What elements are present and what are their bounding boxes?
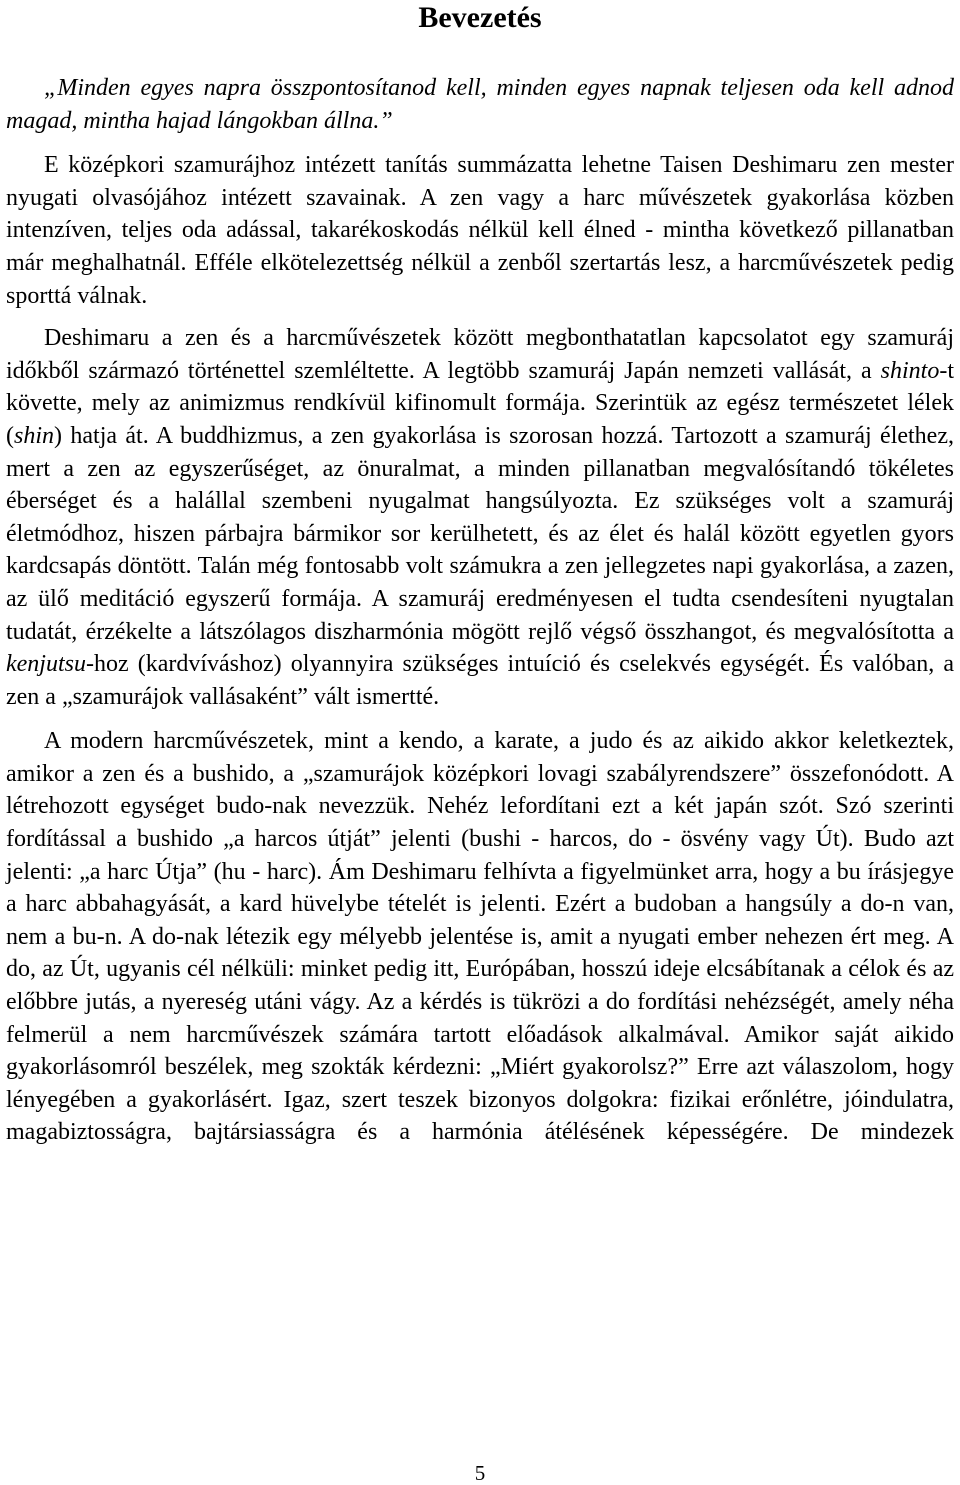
page-number: 5 (474, 1461, 486, 1485)
paragraph-2-text-2: -t követte, mely az animizmus rendkívül kifinomult formája. Szerintük az egész természetet lélek ( (6, 357, 954, 449)
paragraph-2-text-4: -hoz (kardvíváshoz) olyannyira szükséges intuíció és cselekvés egységét. És valóban, a zen a „szamurájok vallásaként” vált ismertté. (6, 651, 954, 710)
paragraph-1: E középkori szamurájhoz intézett tanítás summázatta lehetne Taisen Deshimaru zen mester nyugati olvasójához intézett szavainak. A zen vagy a harc művészetek gyakorlása közben intenzíven, teljes oda adással, takarékoskodás nélkül kell élned - mintha következő pillanatban már meghalhatnál. Efféle elkötelezettség nélkül a zenből szertartás lesz, a harcművészetek pedig sporttá válnak. (6, 152, 954, 309)
motto-quote: „Minden egyes napra összpontosítanod kell, minden egyes napnak teljesen oda kell adnod magad, mintha hajad lángokban állna.” (6, 75, 954, 134)
chapter-heading: Bevezetés (418, 1, 542, 34)
paragraph-2 (6, 322, 954, 713)
paragraph-2-text-3: ) hatja át. A buddhizmus, a zen gyakorlása is szorosan hozzá. Tartozott a szamuráj élethez, mert a zen az egyszerűséget, az önuralmat, a minden pillanatban megvalósítandó tökéletes éberséget és a halállal szembeni nyugalmat hangsúlyozta. Ez szükséges volt a szamuráj életmódhoz, hiszen párbajra bármikor sor kerülhetett, és az élet és halál között egyetlen gyors kardcsapás döntött. Talán még fontosabb volt számukra a zen jellegzetes napi gyakorlása, a zazen, az ülő meditáció egyszerű formája. A szamuráj eredményesen el tudta csendesíteni nyugtalan tudatát, érzékelte a látszólagos diszharmónia mögött rejlő végső összhangot, és megvalósította a (6, 422, 954, 645)
term-kenjutsu: kenjutsu (6, 651, 86, 678)
term-shinto: shinto (880, 357, 940, 384)
body-text (6, 72, 954, 1149)
term-shin: shin (14, 422, 55, 449)
paragraph-3: A modern harcművészetek, mint a kendo, a karate, a judo és az aikido akkor keletkeztek, amikor a zen és a bushido, a „szamurájok középkori lovagi szabályrendszere” összefonódott. A létrehozott egységet budo-nak nevezzük. Nehéz lefordítani ezt a két japán szót. Szó szerinti fordítással a bushido „a harcos útját” jelenti (bushi - harcos, do - ösvény vagy Út). Budo azt jelenti: „a harc Útja” (hu - harc). Ám Deshimaru felhívta a figyelmünket arra, hogy a bu írásjegye a harc abbahagyását, a kard hüvelybe tételét is jelenti. Ezért a budoban a hangsúly a do-n van, nem a bu-n. A do-nak létezik egy mélyebb jelentése is, amit a nyugati ember nehezen ért meg. A do, az Út, ugyanis cél nélküli: minket pedig itt, Európában, hosszú ideje elcsábítanak a célok és az előbbre jutás, a nyereség utáni vágy. Az a kérdés is tükrözi a do fordítási nehézségét, amely néha felmerül a nem harcművészek számára tartott előadások alkalmával. Amikor saját aikido gyakorlásomról beszélek, meg szokták kérdezni: „Miért gyakorolsz?” Erre azt válaszolom, hogy lényegében a gyakorlásért. Igaz, szert teszek bizonyos dolgokra: fizikai erőnlétre, jóindulatra, magabiztosságra, bajtársiasságra és a harmónia átélésének képességére. De mindezek (6, 728, 954, 1146)
paragraph-2-text-1: Deshimaru a zen és a harcművészetek között megbonthatatlan kapcsolatot egy szamuráj időkből származó történettel szemléltette. A legtöbb szamuráj Japán nemzeti vallását, a (6, 325, 954, 384)
